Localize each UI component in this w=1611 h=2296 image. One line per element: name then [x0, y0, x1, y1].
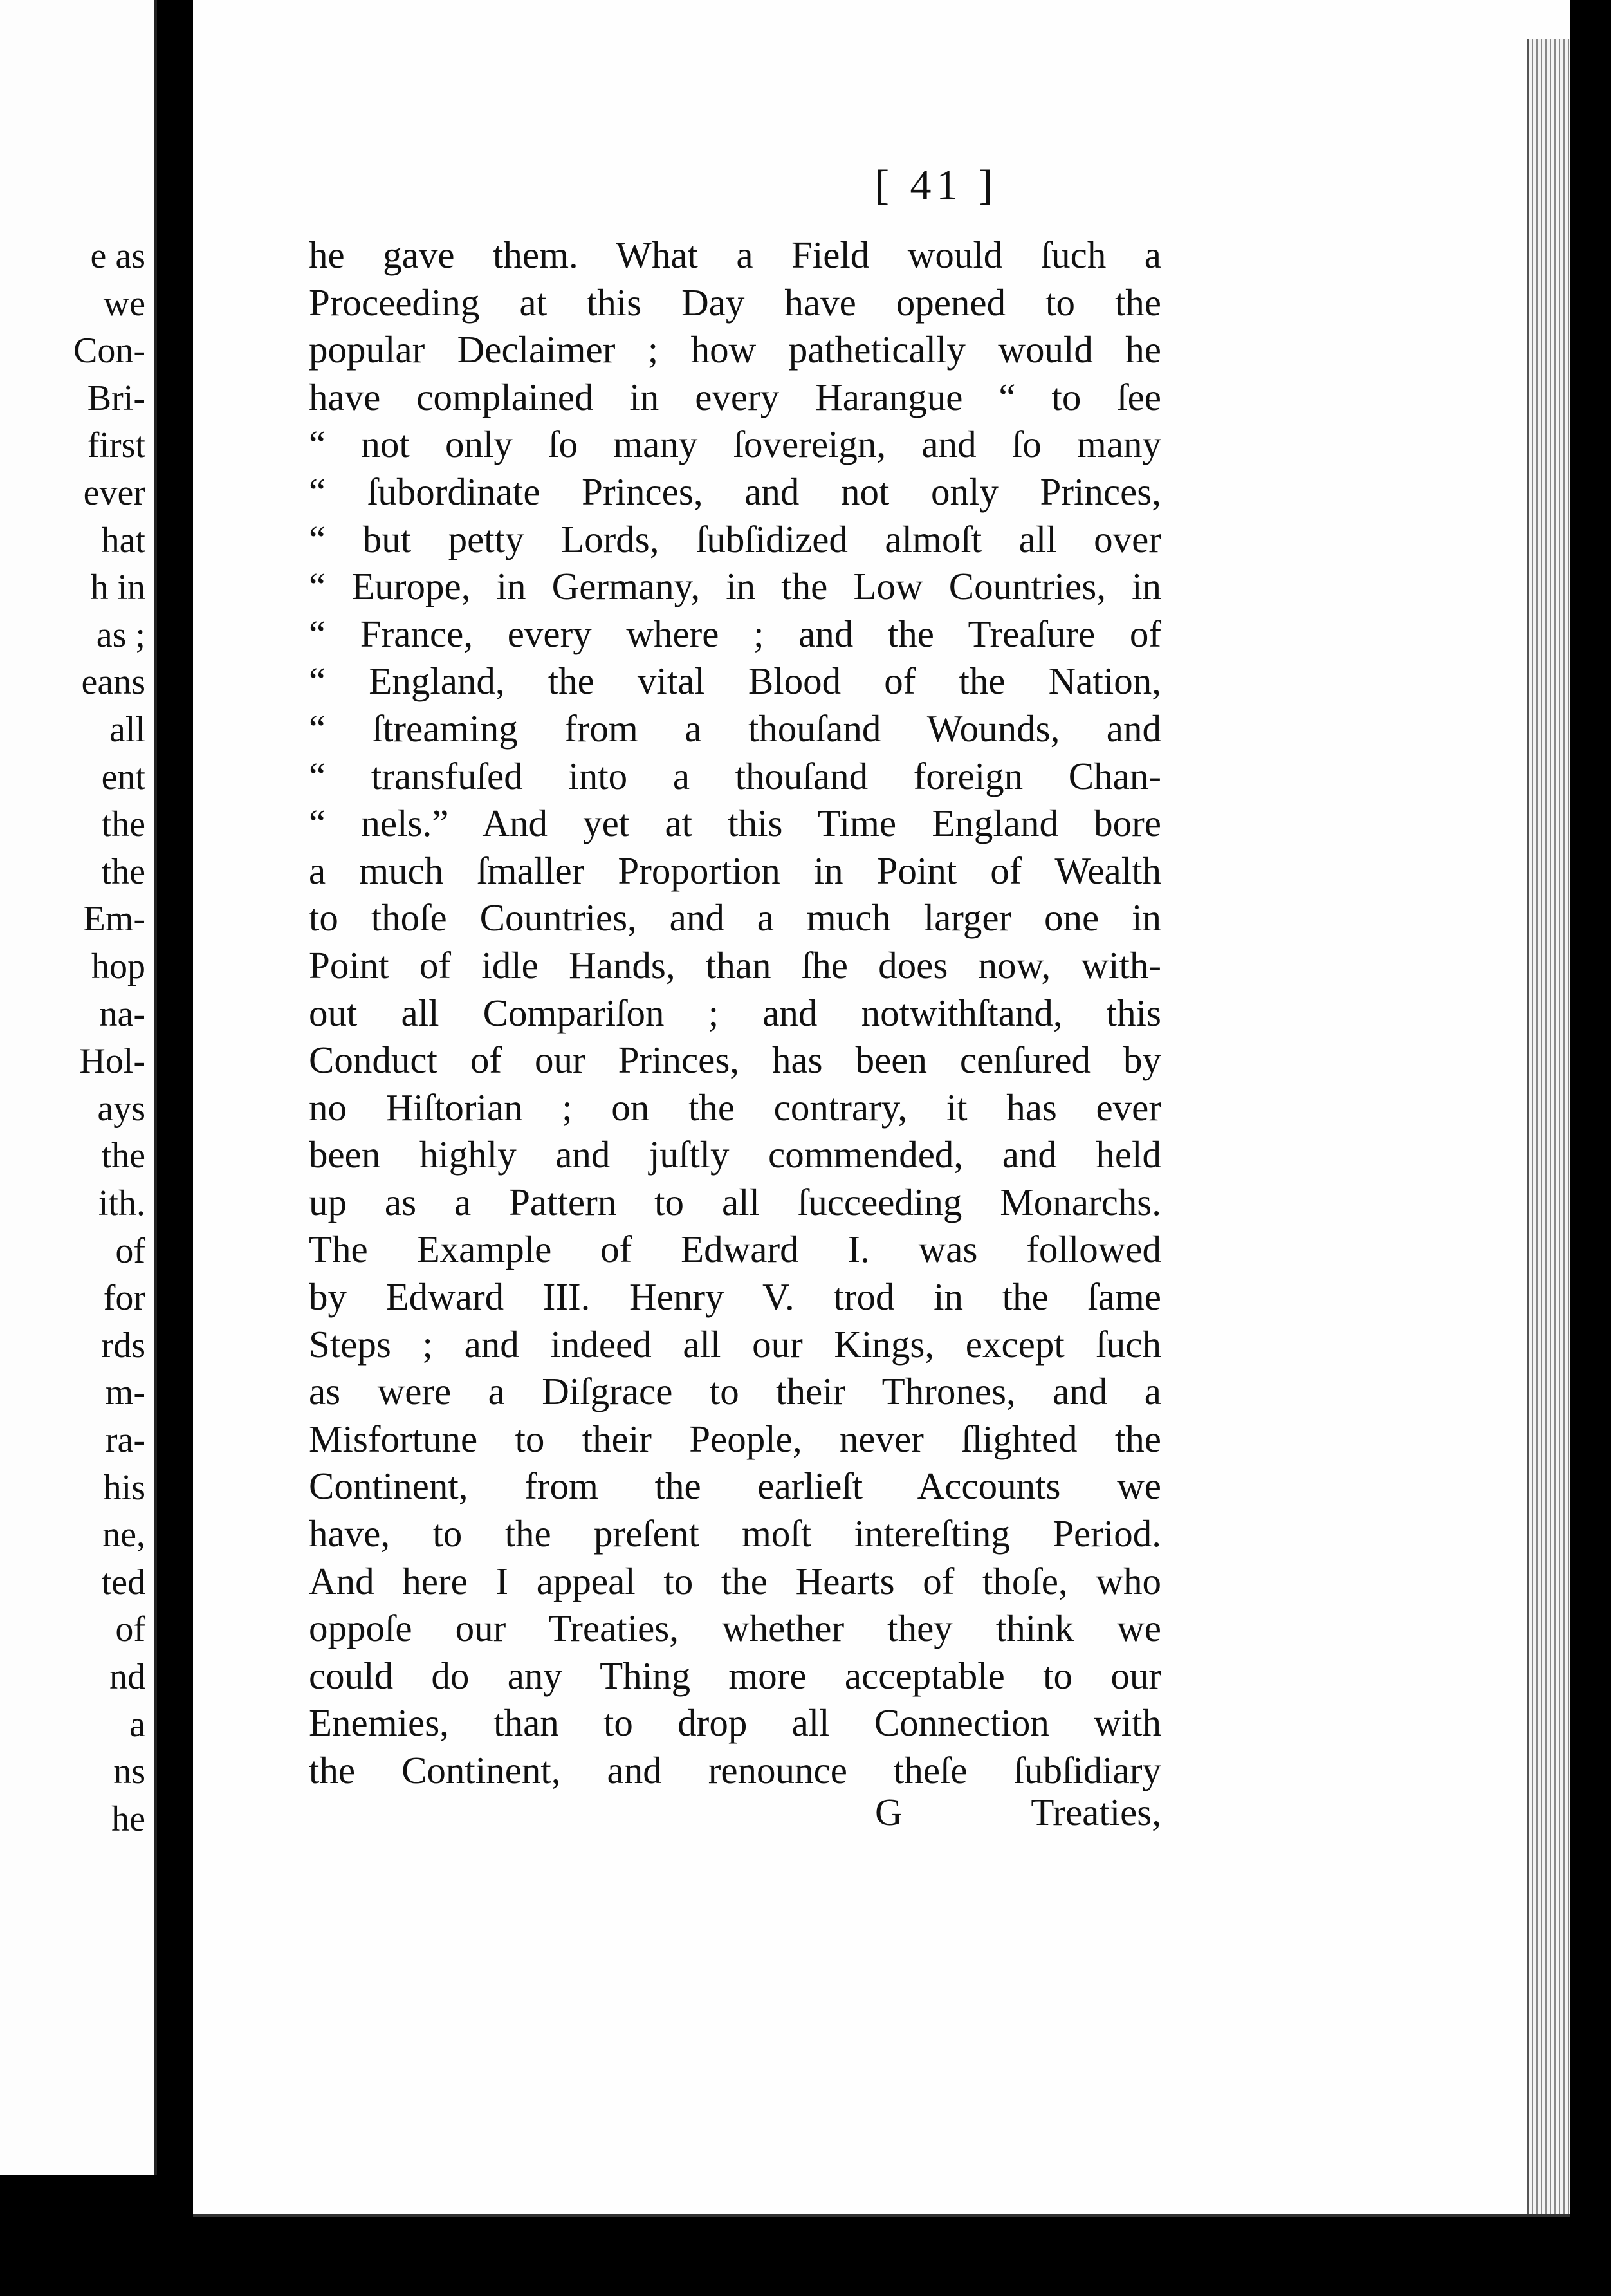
text-line: Steps ; and indeed all our Kings, except ſuch: [309, 1322, 1161, 1366]
page-body-text: [309, 232, 1161, 1795]
text-line: “ France, every where ; and the Treaſure of: [309, 612, 1161, 655]
text-line: “ ſtreaming from a thouſand Wounds, and: [309, 707, 1161, 750]
facing-page-line: we: [103, 283, 145, 324]
facing-page-line: the: [101, 851, 145, 892]
book-gutter: [157, 0, 193, 2296]
text-line: he gave them. What a Field would ſuch a: [309, 234, 1161, 276]
text-line: been highly and juſtly commended, and held: [309, 1133, 1161, 1176]
facing-page-line: for: [103, 1278, 145, 1319]
facing-page-line: rds: [101, 1325, 145, 1366]
text-line: by Edward III. Henry V. trod in the ſame: [309, 1275, 1161, 1319]
text-line: And here I appeal to the Hearts of thoſe, who: [309, 1559, 1161, 1602]
text-line: “ transfuſed into a thouſand foreign Chan-: [309, 754, 1161, 797]
facing-page-line: of: [115, 1230, 145, 1271]
facing-page-line: as ;: [96, 615, 145, 655]
text-line: Point of idle Hands, than ſhe does now, with-: [309, 943, 1161, 986]
text-line: have, to the preſent moſt intereſting Period.: [309, 1512, 1161, 1555]
facing-page-line: e as: [90, 236, 145, 276]
text-line: out all Compariſon ; and notwithſtand, this: [309, 991, 1161, 1034]
facing-page-line: m-: [105, 1373, 145, 1413]
facing-page-line: ays: [97, 1088, 145, 1129]
facing-page-line: ns: [113, 1752, 145, 1792]
facing-page-line: a: [129, 1704, 145, 1745]
text-line: as were a Diſgrace to their Thrones, and a: [309, 1370, 1161, 1413]
facing-page-line: Con-: [73, 331, 145, 371]
text-line: Conduct of our Princes, has been cenſured by: [309, 1039, 1161, 1082]
text-line: Misfortune to their People, never ſlighted the: [309, 1417, 1161, 1460]
text-line: The Example of Edward I. was followed: [309, 1228, 1161, 1271]
facing-page-line: ent: [101, 757, 145, 797]
page-edges: [1527, 39, 1570, 2214]
text-line: “ Europe, in Germany, in the Low Countries, in: [309, 565, 1161, 608]
facing-page-fragment: [0, 0, 157, 2175]
text-line: “ not only ſo many ſovereign, and ſo many: [309, 423, 1161, 466]
signature-mark: G: [875, 1791, 903, 1833]
text-line: oppoſe our Treaties, whether they think we: [309, 1607, 1161, 1650]
text-line: no Hiſtorian ; on the contrary, it has ever: [309, 1086, 1161, 1129]
facing-page-line: nd: [109, 1657, 145, 1697]
text-line: “ ſubordinate Princes, and not only Princes,: [309, 470, 1161, 513]
facing-page-line: Bri-: [87, 378, 145, 418]
facing-page-line: Hol-: [79, 1041, 145, 1082]
facing-page-line: ith.: [98, 1183, 145, 1223]
text-line: to thoſe Countries, and a much larger one in: [309, 896, 1161, 940]
catchword: Treaties,: [1031, 1791, 1161, 1833]
facing-page-line: first: [87, 425, 145, 466]
facing-page-line: the: [101, 1136, 145, 1176]
text-line: the Continent, and renounce theſe ſubſidiary: [309, 1749, 1161, 1791]
facing-page-line: h in: [90, 568, 145, 608]
text-line: have complained in every Harangue “ to ſee: [309, 375, 1161, 418]
facing-page-line: ra-: [105, 1420, 145, 1460]
text-line: a much ſmaller Proportion in Point of Wealth: [309, 849, 1161, 892]
text-line: Continent, from the earlieſt Accounts we: [309, 1465, 1161, 1508]
text-line: “ nels.” And yet at this Time England bore: [309, 802, 1161, 845]
text-line: up as a Pattern to all ſucceeding Monarchs.: [309, 1180, 1161, 1223]
facing-page-line: hop: [91, 947, 145, 986]
facing-page-line: ted: [101, 1562, 145, 1602]
text-line: “ but petty Lords, ſubſidized almoſt all over: [309, 517, 1161, 560]
text-line: Proceeding at this Day have opened to the: [309, 281, 1161, 324]
page-number: [ 41 ]: [875, 162, 998, 208]
text-line: “ England, the vital Blood of the Nation,: [309, 660, 1161, 703]
facing-page-line: of: [115, 1609, 145, 1650]
facing-page-line: ne,: [102, 1515, 145, 1555]
facing-page-line: the: [101, 804, 145, 845]
facing-page-line: hat: [101, 520, 145, 560]
book-page: [193, 0, 1570, 2217]
facing-page-line: eans: [81, 662, 145, 703]
text-line: popular Declaimer ; how pathetically would he: [309, 328, 1161, 371]
facing-page-line: he: [111, 1799, 145, 1839]
facing-page-line: his: [103, 1467, 145, 1508]
scan-background: [193, 2217, 1611, 2296]
facing-page-line: all: [109, 710, 145, 750]
facing-page-line: na-: [99, 994, 145, 1034]
facing-page-line: ever: [83, 473, 145, 513]
facing-page-line: Em-: [83, 899, 145, 940]
text-line: could do any Thing more acceptable to our: [309, 1654, 1161, 1697]
text-line: Enemies, than to drop all Connection with: [309, 1701, 1161, 1745]
